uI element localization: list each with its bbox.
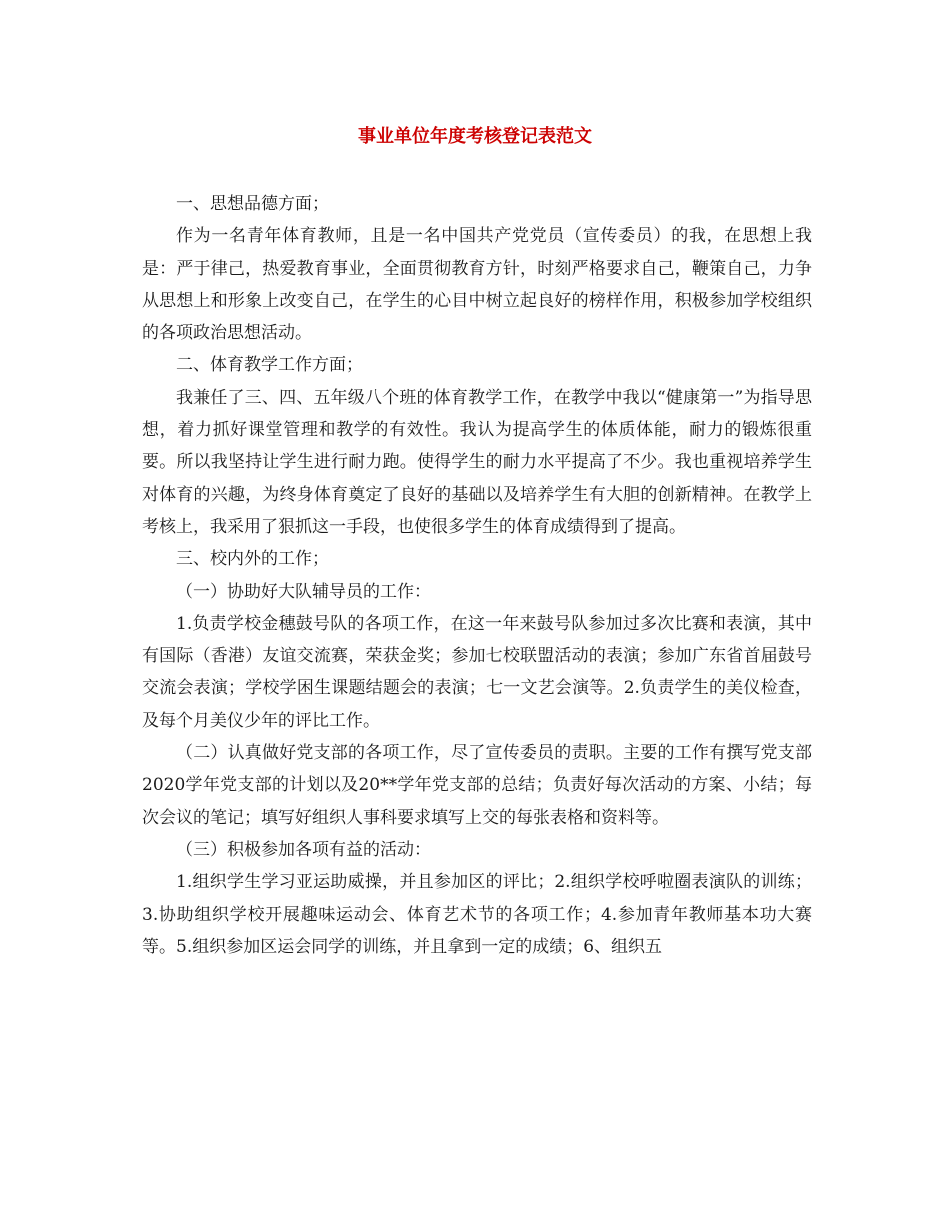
paragraph-activities: 1.组织学生学习亚运助威操，并且参加区的评比；2.组织学校呼啦圈表演队的训练；3.协助组织学校开展趣味运动会、体育艺术节的各项工作；4.参加青年教师基本功大赛等。5.组织参加区运会同学的训练，并且拿到一定的成绩；6、组织五 [142, 872, 812, 957]
paragraph-ideology: 作为一名青年体育教师，且是一名中国共产党党员（宣传委员）的我，在思想上我是：严于律己，热爱教育事业，全面贯彻教育方针，时刻严格要求自己，鞭策自己，力争从思想上和形象上改变自己，在学生的心目中树立起良好的榜样作用，积极参加学校组织的各项政治思想活动。 [142, 226, 812, 344]
document-body [142, 188, 812, 963]
paragraph-party-branch: （二）认真做好党支部的各项工作，尽了宣传委员的责职。主要的工作有撰写党支部2020学年党支部的计划以及20**学年党支部的总结；负责好每次活动的方案、小结；每次会议的笔记；填写好组织人事科要求填写上交的每张表格和资料等。 [142, 743, 812, 828]
paragraph-teaching: 我兼任了三、四、五年级八个班的体育教学工作，在教学中我以“健康第一”为指导思想，着力抓好课堂管理和教学的有效性。我认为提高学生的体质体能，耐力的锻炼很重要。所以我坚持让学生进行耐力跑。使得学生的耐力水平提高了不少。我也重视培养学生对体育的兴趣，为终身体育奠定了良好的基础以及培养学生有大胆的创新精神。在教学上考核上，我采用了狠抓这一手段，也使很多学生的体育成绩得到了提高。 [142, 387, 812, 537]
subheading-counselor: （一）协助好大队辅导员的工作： [176, 581, 431, 602]
section-heading-teaching: 二、体育教学工作方面； [176, 355, 363, 376]
subheading-activities: （三）积极参加各项有益的活动： [176, 839, 431, 860]
document-title: 事业单位年度考核登记表范文 [358, 126, 592, 147]
paragraph-counselor: 1.负责学校金穗鼓号队的各项工作，在这一年来鼓号队参加过多次比赛和表演，其中有国际（香港）友谊交流赛，荣获金奖；参加七校联盟活动的表演；参加广东省首届鼓号交流会表演；学校学困生课题结题会的表演；七一文艺会演等。2.负责学生的美仪检查，及每个月美仪少年的评比工作。 [142, 613, 812, 731]
section-heading-school-work: 三、校内外的工作； [176, 549, 329, 570]
section-heading-ideology: 一、思想品德方面； [176, 194, 329, 214]
